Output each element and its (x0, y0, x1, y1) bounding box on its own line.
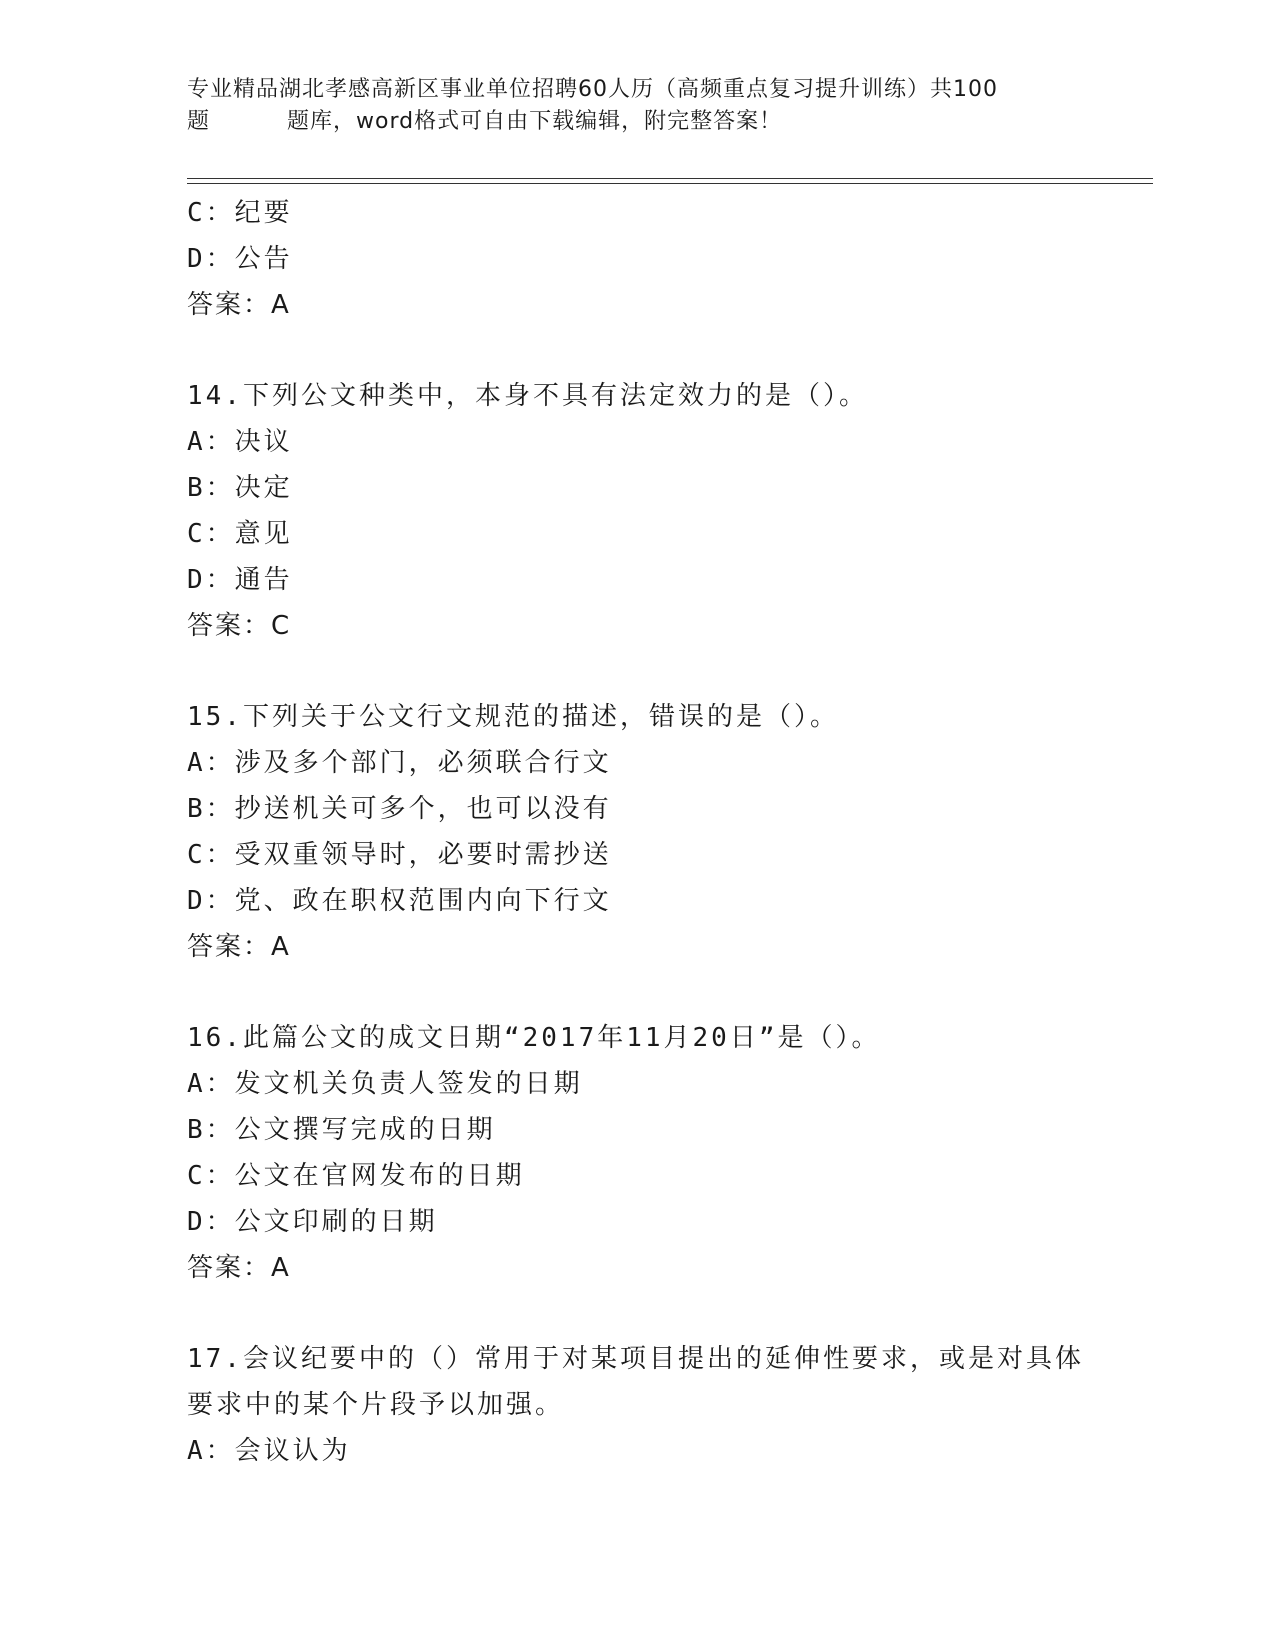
option-c: C：纪要 (187, 198, 293, 228)
answer: 答案：A (187, 1253, 291, 1283)
page-header (187, 74, 1087, 138)
header-title-line2-prefix: 题 (187, 109, 211, 134)
option-b: B：抄送机关可多个，也可以没有 (187, 794, 612, 824)
question-16 (187, 1015, 1087, 1291)
question-15 (187, 694, 1087, 970)
header-rule-top (187, 178, 1153, 179)
header-title-line1: 专业精品湖北孝感高新区事业单位招聘60人历（高频重点复习提升训练）共100 (187, 77, 998, 102)
header-title-line2-text: 题库，word格式可自由下载编辑，附完整答案！ (287, 109, 783, 134)
question-text: 16.此篇公文的成文日期“2017年11月20日”是（）。 (187, 1023, 881, 1053)
answer: 答案：C (187, 611, 292, 641)
question-17 (187, 1336, 1087, 1474)
header-title-line2 (187, 106, 1087, 138)
question-text: 14.下列公文种类中，本身不具有法定效力的是（）。 (187, 381, 868, 411)
option-a: A：发文机关负责人签发的日期 (187, 1069, 583, 1099)
option-d: D：公文印刷的日期 (187, 1207, 438, 1237)
question-text-line2: 要求中的某个片段予以加强。 (187, 1390, 565, 1420)
option-d: D：通告 (187, 565, 293, 595)
option-c: C：意见 (187, 519, 293, 549)
document-body (187, 190, 1087, 1474)
option-a: A：决议 (187, 427, 293, 457)
header-rule-bottom (187, 183, 1153, 184)
option-b: B：决定 (187, 473, 293, 503)
answer: 答案：A (187, 290, 291, 320)
option-d: D：公告 (187, 244, 293, 274)
option-d: D：党、政在职权范围内向下行文 (187, 886, 612, 916)
option-b: B：公文撰写完成的日期 (187, 1115, 496, 1145)
question-text: 15.下列关于公文行文规范的描述，错误的是（）。 (187, 702, 839, 732)
option-c: C：受双重领导时，必要时需抄送 (187, 840, 612, 870)
answer: 答案：A (187, 932, 291, 962)
option-a: A：涉及多个部门，必须联合行文 (187, 748, 612, 778)
option-a: A：会议认为 (187, 1436, 351, 1466)
option-c: C：公文在官网发布的日期 (187, 1161, 525, 1191)
question-text-line1: 17.会议纪要中的（）常用于对某项目提出的延伸性要求，或是对具体 (187, 1344, 1084, 1374)
question-14 (187, 373, 1087, 649)
question-13-tail (187, 190, 1087, 328)
